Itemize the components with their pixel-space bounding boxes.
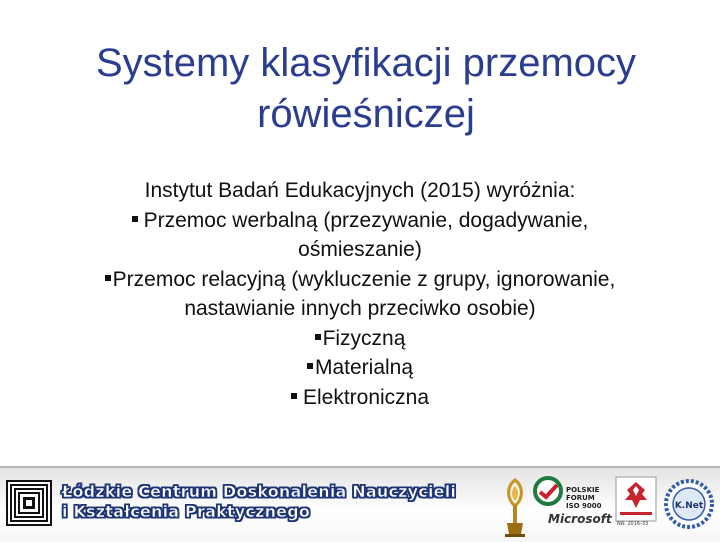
- list-item-elektroniczna: [0, 383, 720, 413]
- list-item-text: Fizyczną: [322, 326, 406, 350]
- list-item-fizyczna: [0, 324, 720, 354]
- list-item-text: Elektroniczna: [302, 385, 430, 409]
- pfi-line-1: POLSKIE: [566, 486, 600, 494]
- slide-body: [0, 176, 720, 412]
- org-name-line-1: Łódzkie Centrum Doskonalenia Nauczycieli: [62, 482, 457, 501]
- slide-title-line-2: rówieśniczej: [257, 92, 475, 136]
- cert-number: NR: 2016-33: [617, 521, 649, 527]
- knet-badge-icon: [664, 476, 714, 532]
- pfi-line-3: ISO 9000: [566, 502, 602, 510]
- slide-title-line-1: Systemy klasyfikacji przemocy: [95, 41, 637, 85]
- org-name-line-2: i Kształcenia Praktycznego: [62, 502, 311, 521]
- pfi-text: [566, 486, 602, 510]
- trophy-icon: [498, 476, 532, 538]
- list-item-text: Materialną: [314, 356, 414, 379]
- square-bullet-icon: [291, 393, 297, 399]
- knet-label: K.Net: [674, 501, 704, 511]
- footer-bar: [0, 466, 720, 542]
- list-item-materialna: [0, 353, 720, 383]
- square-bullet-icon: [307, 363, 313, 369]
- square-bullet-icon: [105, 275, 111, 281]
- list-item-text: Przemoc relacyjną (wykluczenie z grupy, ignorowanie,: [112, 267, 616, 291]
- ldn-square-logo-icon: [6, 480, 52, 526]
- list-item-relacyjna: [0, 265, 720, 295]
- list-item-continuation: ośmieszanie): [298, 238, 422, 261]
- pfi-line-2: FORUM: [566, 494, 595, 502]
- org-name: [62, 482, 456, 522]
- list-item-werbalna: [0, 206, 720, 236]
- intro-text: Instytut Badań Edukacyjnych (2015) wyróżnia:: [144, 179, 576, 202]
- list-item-text: Przemoc werbalną (przezywanie, dogadywanie,: [143, 208, 589, 232]
- slide-title: [0, 38, 720, 140]
- list-item-continuation: nastawianie innych przeciwko osobie): [184, 297, 536, 320]
- square-bullet-icon: [132, 216, 138, 222]
- microsoft-logo: Microsoft: [548, 512, 612, 526]
- square-bullet-icon: [315, 334, 321, 340]
